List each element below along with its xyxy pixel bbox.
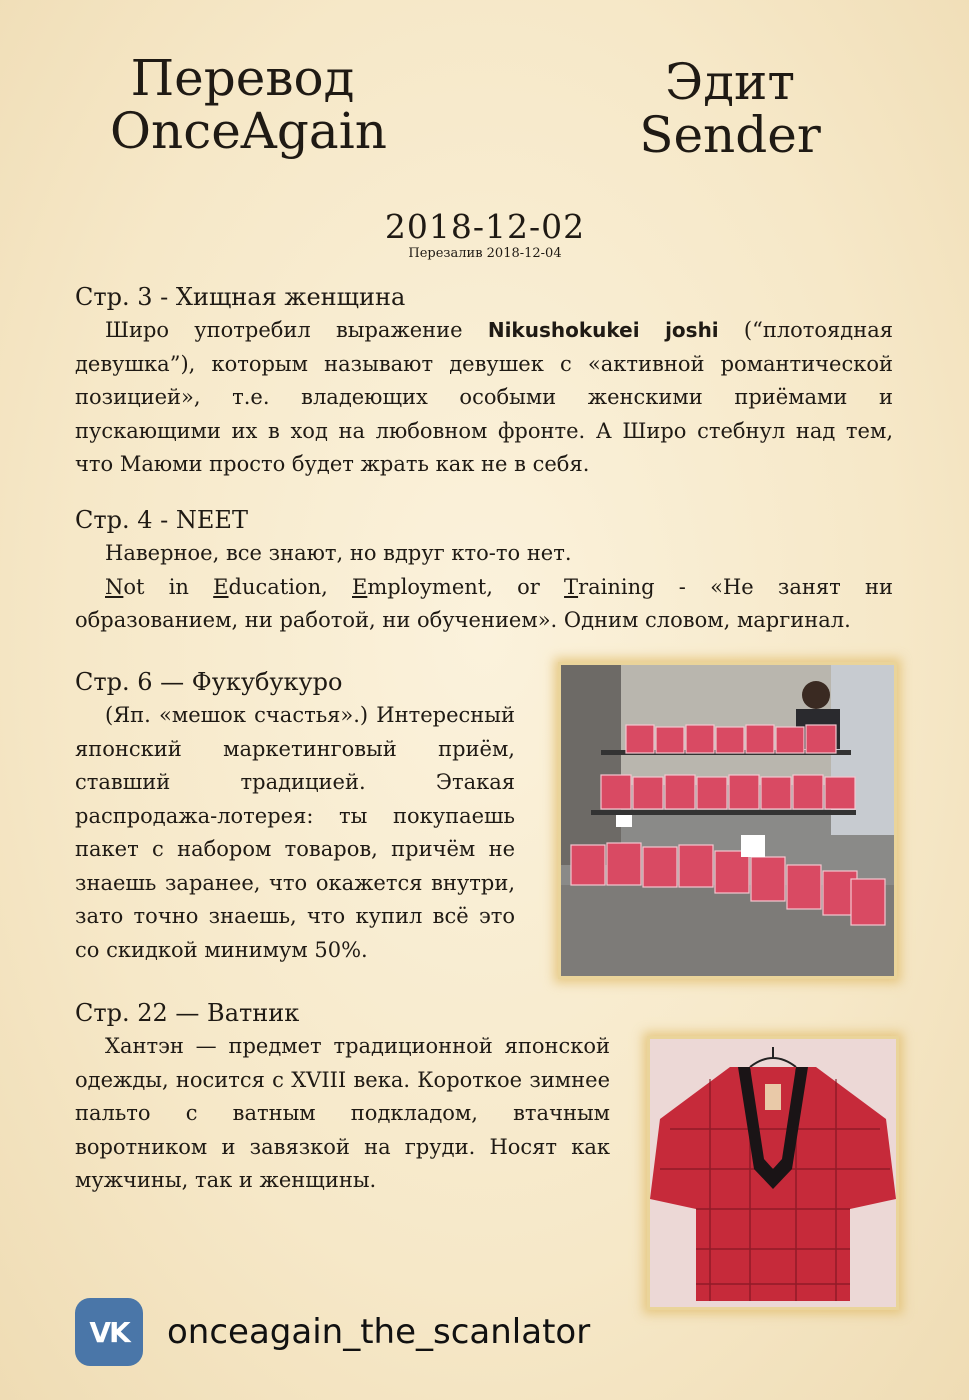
note-body: (Яп. «мешок счастья».) Интересный японский маркетинговый приём, ставший традицией. Этакая распродажа-лотерея: ты покупаешь пакет с набором товаров, причём не знаешь заранее, что окажется внутри, зато точно знаешь, что купил всё это со скидкой минимум 50%. bbox=[75, 703, 515, 962]
vk-handle[interactable]: onceagain_the_scanlator bbox=[167, 1312, 591, 1352]
note-heading: Стр. 3 - Хищная женщина bbox=[75, 283, 406, 311]
note-body-line-1: Наверное, все знают, но вдруг кто-то нет. bbox=[105, 541, 572, 565]
translator-role: Перевод bbox=[130, 49, 355, 107]
editor-credit bbox=[610, 53, 850, 164]
note-page-4 bbox=[75, 503, 893, 638]
vk-logo-text: VK bbox=[89, 1315, 129, 1349]
reupload-date: Перезалив 2018-12-04 bbox=[408, 246, 562, 261]
editor-name: Sender bbox=[639, 105, 821, 164]
note-body: Хантэн — предмет традиционной японской одежды, носится с XVIII века. Короткое зимнее пальто с ватным подкладом, втачным воротником и завязкой на груди. Носят как мужчины, так и женщины. bbox=[75, 1034, 610, 1192]
hanten-photo bbox=[647, 1036, 899, 1310]
note-heading: Стр. 6 — Фукубукуро bbox=[75, 668, 343, 696]
note-body: Широ употребил выражение Nikushokukei joshi (“плотоядная девушка”), которым называют девушек с «активной романтической позицией», т.е. владеющих особыми женскими приёмами и пускающими их в ход на любовном фронте. А Широ стебнул над тем, что Маюми просто будет жрать как не в себя. bbox=[75, 318, 894, 476]
release-date-main: 2018-12-02 bbox=[384, 207, 586, 246]
term-highlight: Nikushokukei joshi bbox=[487, 318, 719, 342]
translator-name: OnceAgain bbox=[110, 101, 387, 160]
note-body-line-2: Not in Education, Employment, or Training - «Не занят ни образованием, ни работой, ни обучением». Одним словом, маргинал. bbox=[75, 574, 893, 632]
note-heading: Стр. 22 — Ватник bbox=[75, 999, 300, 1027]
editor-role: Эдит bbox=[664, 53, 796, 111]
release-date bbox=[360, 207, 610, 261]
vk-logo-icon[interactable] bbox=[75, 1298, 143, 1366]
note-page-3 bbox=[75, 280, 893, 482]
translator-credit bbox=[110, 49, 387, 160]
note-page-22 bbox=[75, 996, 610, 1198]
note-page-6 bbox=[75, 665, 515, 967]
note-heading: Стр. 4 - NEET bbox=[75, 506, 248, 534]
fukubukuro-photo bbox=[558, 662, 897, 979]
footer bbox=[75, 1297, 590, 1367]
